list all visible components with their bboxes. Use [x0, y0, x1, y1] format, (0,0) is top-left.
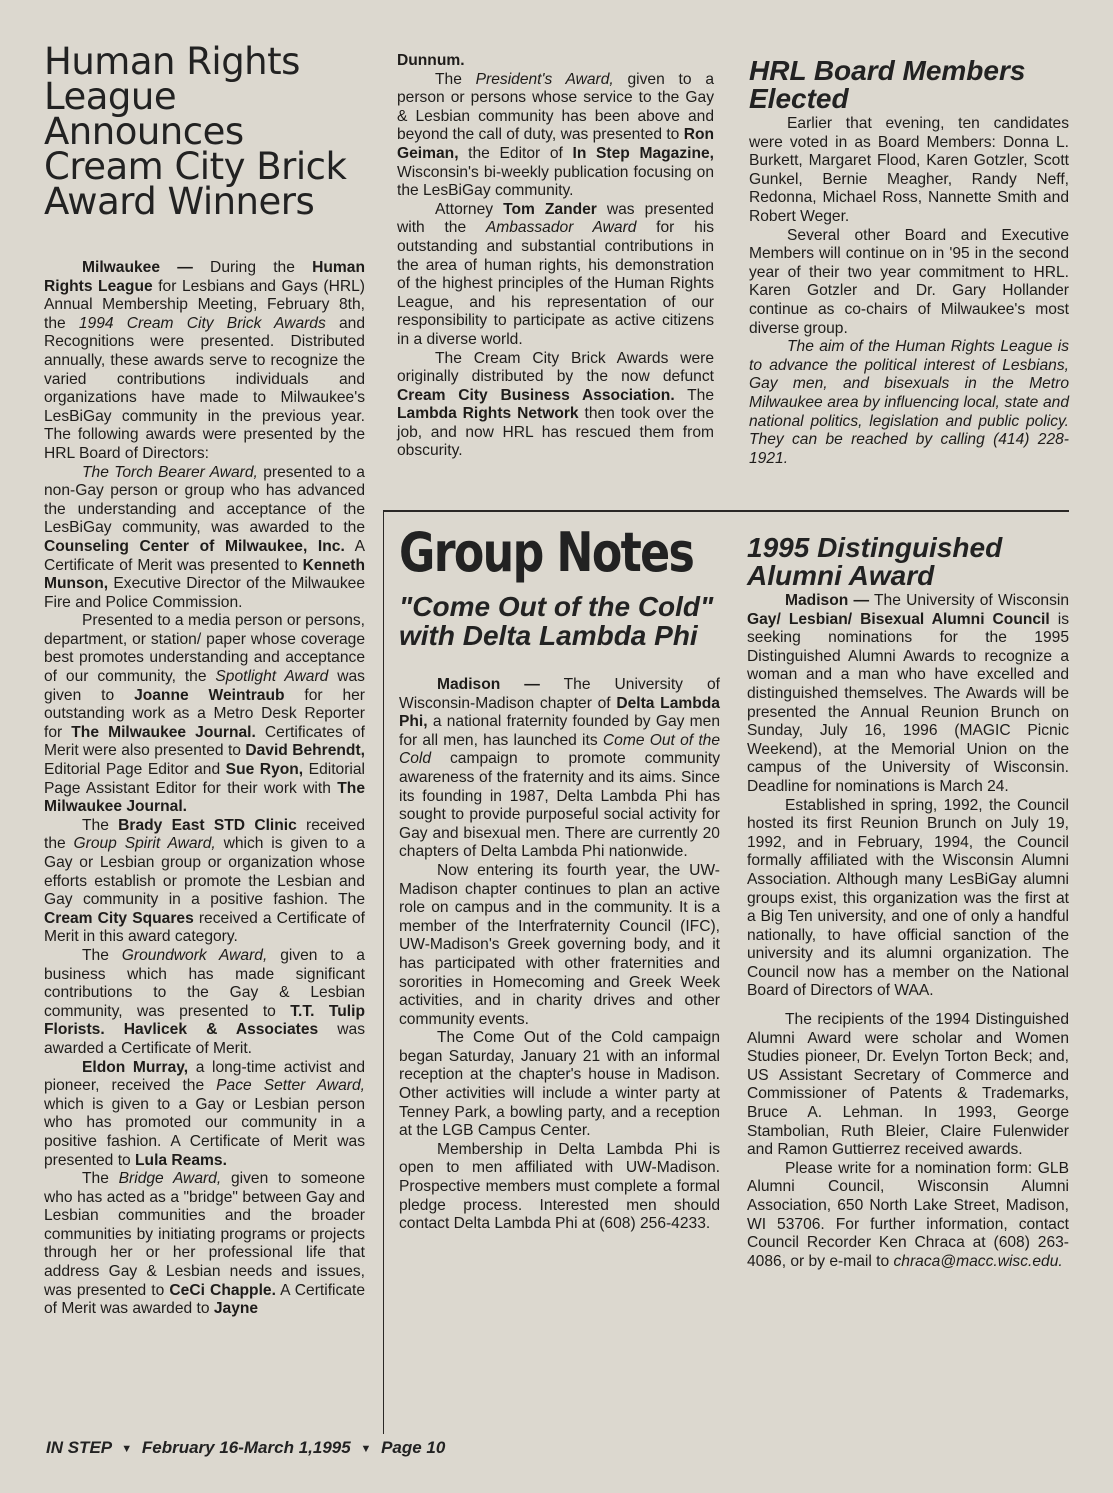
group-notes-paragraph-4: Membership in Delta Lambda Phi is open to men affiliated with UW-Madison. Prospective members must complete a formal pledge process. Interested men should contact Delta Lambda Phi at (608) 256-4233. [399, 1140, 720, 1233]
footer-page-number: Page 10 [381, 1438, 446, 1457]
awards-article-column-2 [397, 52, 714, 461]
group-notes-masthead: Group Notes [399, 521, 694, 584]
section-divider-horizontal [383, 510, 1069, 512]
page-footer [46, 1438, 445, 1458]
awards-paragraph-groundwork: The Groundwork Award, given to a business which has made significant contributions to the Gay & Lesbian community, was presented to T.T. Tulip Florists. Havlicek & Associates was awarded a Certificate of Merit. [44, 946, 365, 1057]
awards-continuation-lead: Dunnum. [397, 52, 465, 69]
board-paragraph-3: The aim of the Human Rights League is to advance the political interest of Lesbians, Gay men, and bisexuals in the Metro Milwaukee area by influencing local, state and national politics, legislation and public policy. They can be reached by calling (414) 228-1921. [749, 338, 1069, 467]
awards-paragraph-1: Milwaukee — During the Human Rights League for Lesbians and Gays (HRL) Annual Membership Meeting, February 8th, the 1994 Cream City Brick Awards and Recognitions were presented. Distributed annually, these awards serve to recognize the varied contributions individuals and organizations have made to Milwaukee's LesBiGay community in the previous year. The following awards were presented by the HRL Board of Directors: [44, 259, 365, 462]
awards-paragraph-spotlight: Presented to a media person or persons, department, or station/ paper whose coverage best promotes understanding and acceptance of our community, the Spotlight Award was given to Joanne Weintraub for her outstanding work as a Metro Desk Reporter for The Milwaukee Journal. Certificates of Merit were also presented to David Behrendt, Editorial Page Editor and Sue Ryon, Editorial Page Assistant Editor for their work with The Milwaukee Journal. [44, 612, 366, 816]
alumni-paragraph-2: Established in spring, 1992, the Council hosted its first Reunion Brunch on July 19, 1992, and in February, 1994, the Council formally affiliated with the Wisconsin Alumni Association. Although many LesBiGay alumni groups exist, this organization was the first at a Big Ten university, and one of only a handful nationally, to have official sanction of the university and its alumni organization. The Council now has a member on the National Board of Directors of WAA. [747, 796, 1069, 1000]
board-article [749, 57, 1069, 468]
alumni-paragraph-1: Madison — The University of Wisconsin Gay/ Lesbian/ Bisexual Alumni Council is seeking nominations for the 1995 Distinguished Alumni Awards to recognize a woman and a man who have excelled and distinguished themselves. The Awards will be presented the Annual Reunion Brunch on Sunday, July 16, 1996 (MAGIC Picnic Weekend), at the Memorial Union on the campus of the University of Wisconsin. Deadline for nominations is March 24. [747, 592, 1070, 795]
awards-paragraph-bridge: The Bridge Award, given to someone who has acted as a "bridge" between Gay and Lesbian communities and the broader communities by initiating programs or projects through her or her professional life that address Gay & Lesbian needs and issues, was presented to CeCi Chapple. A Certificate of Merit was awarded to Jayne [44, 1170, 365, 1318]
awards-paragraph-presidents: The President's Award, given to a person or persons whose service to the Gay & Lesbian community has been above and beyond the call of duty, was presented to Ron Geiman, the Editor of In Step Magazine, Wisconsin's bi-weekly publication focusing on the LesBiGay community. [397, 70, 714, 200]
awards-paragraph-ambassador: Attorney Tom Zander was presented with the Ambassador Award for his outstanding and substantial contributions in the area of human rights, his demonstration of the highest principles of the Human Rights League, and his representation of our responsibility to participate as active citizens in a diverse world. [397, 200, 714, 348]
awards-paragraph-torch-bearer: The Torch Bearer Award, presented to a non-Gay person or group who has advanced the understanding and acceptance of the LesBiGay community, was awarded to the Counseling Center of Milwaukee, Inc. A Certificate of Merit was presented to Kenneth Munson, Executive Director of the Milwaukee Fire and Police Commission. [44, 463, 365, 611]
footer-publication: IN STEP [46, 1438, 112, 1457]
board-paragraph-2: Several other Board and Executive Members will continue on in '95 in the second year of their two year commitment to HRL. Karen Gotzler and Dr. Gary Hollander continue as co-chairs of Milwaukee's most diverse group. [749, 226, 1069, 337]
group-notes-paragraph-2: Now entering its fourth year, the UW-Madison chapter continues to plan an active role on campus and in the community. It is a member of the Interfraternity Council (IFC), UW-Madison's Greek governing body, and it has participated with other fraternities and sororities in Homecoming and Greek Week activities, and in charity drives and other community events. [399, 861, 720, 1028]
board-paragraph-1: Earlier that evening, ten candidates were voted in as Board Members: Donna L. Burkett, Margaret Flood, Karen Gotzler, Scott Gunkel, Bernie Meagher, Randy Neff, Redonna, Michael Ross, Nannette Smith and Robert Weger. [749, 115, 1069, 225]
group-notes-paragraph-3: The Come Out of the Cold campaign began Saturday, January 21 with an informal reception at the chapter's house in Madison. Other activities will include a winter party at Tenney Park, a bowling party, and a reception at the LGB Campus Center. [399, 1029, 720, 1140]
awards-paragraph-group-spirit: The Brady East STD Clinic received the Group Spirit Award, which is given to a Gay or Lesbian group or organization whose efforts establish or promote the Lesbian and Gay community in a positive fashion. The Cream City Squares received a Certificate of Merit in this award category. [44, 816, 366, 946]
group-notes-headline: "Come Out of the Cold" with Delta Lambda Phi [399, 591, 714, 651]
alumni-article [747, 534, 1069, 1271]
awards-paragraph-pace-setter: Eldon Murray, a long-time activist and pioneer, received the Pace Setter Award, which is given to a Gay or Lesbian person who has promoted our community in a positive fashion. A Certificate of Merit was presented to Lula Reams. [44, 1058, 366, 1169]
board-headline: HRL Board Members Elected [749, 55, 1026, 114]
group-notes-paragraph-1: Madison — The University of Wisconsin-Madison chapter of Delta Lambda Phi, a national fraternity founded by Gay men for all men, has launched its Come Out of the Cold campaign to promote community awareness of the fraternity and its aims. Since its founding in 1987, Delta Lambda Phi has sought to provide purposeful social activity for Gay and bisexual men. There are currently 20 chapters of Delta Lambda Phi nationwide. [399, 676, 721, 861]
footer-separator-icon: ▼ [360, 1443, 372, 1455]
alumni-headline: 1995 Distinguished Alumni Award [747, 532, 1003, 591]
footer-separator-icon: ▼ [121, 1443, 133, 1455]
section-divider-vertical [383, 512, 384, 1434]
group-notes-article [399, 521, 721, 1234]
awards-article-column-1 [44, 40, 366, 1319]
alumni-paragraph-3: The recipients of the 1994 Distinguished Alumni Award were scholar and Women Studies pioneer, Dr. Evelyn Torton Beck; and, US Assistant Secretary of Commerce and Commissioner of Patents & Trademarks, Bruce A. Lehman. In 1993, George Stambolian, Ruth Bleier, Claire Fulenwider and Ramon Guttierrez received awards. [747, 1011, 1069, 1159]
alumni-paragraph-4: Please write for a nomination form: GLB Alumni Council, Wisconsin Alumni Association, 650 North Lake Street, Madison, WI 53706. For further information, contact Council Recorder Ken Chraca at (608) 263-4086, or by e-mail to chraca@macc.wisc.edu. [747, 1159, 1069, 1270]
awards-headline: Human Rights League Announces Cream City Brick Award Winners [44, 40, 347, 223]
footer-dates: February 16-March 1,1995 [141, 1438, 351, 1457]
awards-paragraph-history: The Cream City Brick Awards were originally distributed by the now defunct Cream City Business Association. The Lambda Rights Network then took over the job, and now HRL has rescued them from obscurity. [397, 349, 715, 460]
